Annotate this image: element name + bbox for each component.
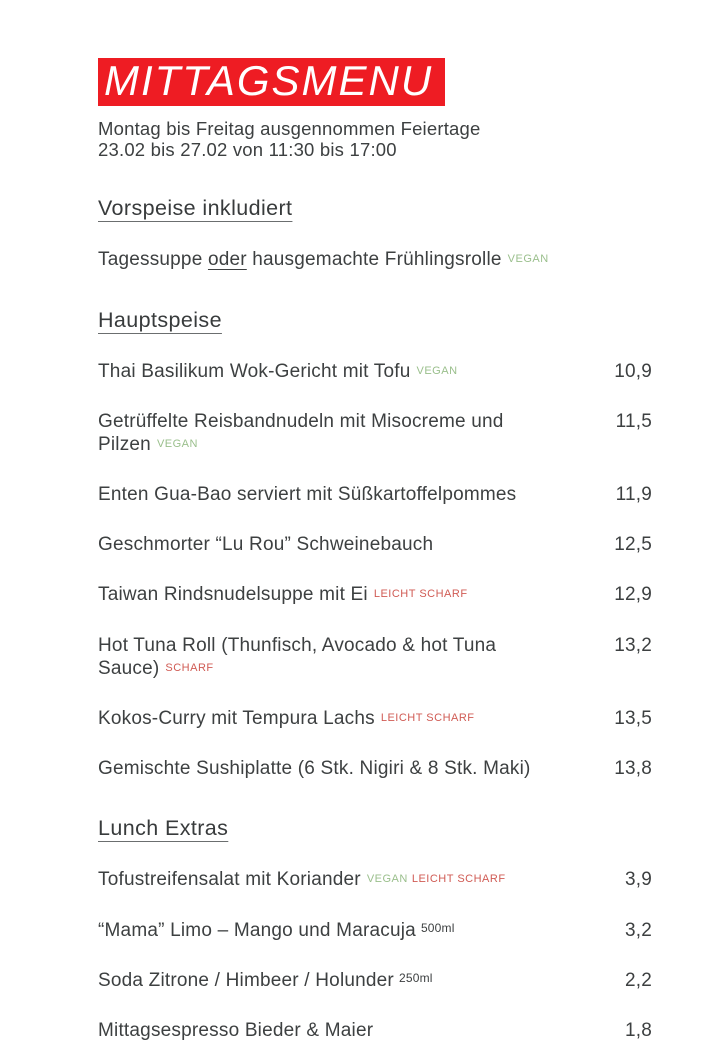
volume-label: 500ml <box>420 920 455 935</box>
spice-tag: LEICHT SCHARF <box>380 711 475 724</box>
item-name-text: Hot Tuna Roll (Thunfisch, Avocado & hot Tuna Sauce) <box>98 634 497 679</box>
item-price: 12,9 <box>614 584 652 606</box>
item-name <box>98 634 614 680</box>
menu-item-row <box>98 360 652 383</box>
item-price: 10,9 <box>614 360 652 382</box>
item-name <box>98 919 625 942</box>
item-name <box>98 1019 625 1042</box>
item-name <box>98 969 625 992</box>
item-price: 13,8 <box>614 758 652 780</box>
menu-title-banner <box>98 58 445 106</box>
spice-tag: LEICHT SCHARF <box>411 873 506 886</box>
item-name-text: Mittagsespresso Bieder & Maier <box>98 1019 374 1041</box>
menu-item-row <box>98 483 652 506</box>
menu-item-row <box>98 634 652 680</box>
item-price: 13,2 <box>614 634 652 656</box>
item-price: 12,5 <box>614 534 652 556</box>
item-name <box>98 410 616 456</box>
item-name-underlined: oder <box>207 249 247 271</box>
item-price: 2,2 <box>624 969 652 991</box>
spice-tag: SCHARF <box>165 661 214 674</box>
item-price: 11,9 <box>615 484 652 506</box>
item-price: 3,9 <box>624 869 652 891</box>
menu-item-row <box>98 248 652 271</box>
item-name-text: Soda Zitrone / Himbeer / Holunder <box>98 969 394 991</box>
vegan-tag: VEGAN <box>416 364 458 377</box>
item-name <box>98 360 614 383</box>
item-name-text: hausgemachte Frühlingsrolle <box>246 249 502 271</box>
item-name <box>98 757 614 780</box>
menu-item-row <box>98 868 652 891</box>
vegan-tag: VEGAN <box>366 873 408 886</box>
item-name-text: Getrüffelte Reisbandnudeln mit Misocreme und Pilzen <box>98 410 504 455</box>
section-heading-lunch-extras: Lunch Extras <box>98 816 229 841</box>
menu-item-row <box>98 757 652 780</box>
item-name <box>98 248 652 271</box>
item-price: 1,8 <box>624 1019 652 1041</box>
vegan-tag: VEGAN <box>156 437 198 450</box>
item-name-text: Taiwan Rindsnudelsuppe mit Ei <box>98 584 368 606</box>
menu-item-row <box>98 410 652 456</box>
menu-item-row <box>98 969 652 992</box>
spice-tag: LEICHT SCHARF <box>373 588 468 601</box>
item-name-text: Thai Basilikum Wok-Gericht mit Tofu <box>98 360 411 382</box>
item-name <box>98 707 614 730</box>
section-heading-vorspeise: Vorspeise inkludiert <box>98 196 293 221</box>
item-name-text: Gemischte Sushiplatte (6 Stk. Nigiri & 8 Stk. Maki) <box>98 758 531 780</box>
subtitle-line-2: 23.02 bis 27.02 von 11:30 bis 17:00 <box>98 138 397 160</box>
item-name-text: “Mama” Limo – Mango und Maracuja <box>98 919 416 941</box>
item-price: 3,2 <box>624 919 652 941</box>
menu-item-row <box>98 919 652 942</box>
item-name <box>98 483 616 506</box>
item-name-text: Kokos-Curry mit Tempura Lachs <box>98 707 375 729</box>
item-price: 11,5 <box>615 410 652 432</box>
item-name <box>98 583 614 606</box>
item-name <box>98 533 614 556</box>
item-name-text: Geschmorter “Lu Rou” Schweinebauch <box>98 534 434 556</box>
menu-title: MITTAGSMENU <box>104 57 434 104</box>
item-price: 13,5 <box>614 707 652 729</box>
section-heading-hauptspeise: Hauptspeise <box>98 307 222 332</box>
item-name-text: Tofustreifensalat mit Koriander <box>98 869 361 891</box>
vegan-tag: VEGAN <box>507 253 549 266</box>
volume-label: 250ml <box>398 970 433 985</box>
menu-item-row <box>98 707 652 730</box>
menu-subtitle <box>98 119 652 160</box>
item-name <box>98 868 625 891</box>
item-name-text: Enten Gua-Bao serviert mit Süßkartoffelpommes <box>98 484 517 506</box>
menu-item-row <box>98 533 652 556</box>
item-name-text: Tagessuppe <box>98 249 208 271</box>
subtitle-line-1: Montag bis Freitag ausgennommen Feiertage <box>98 118 481 139</box>
menu-item-row <box>98 1019 652 1042</box>
menu-item-row <box>98 583 652 606</box>
